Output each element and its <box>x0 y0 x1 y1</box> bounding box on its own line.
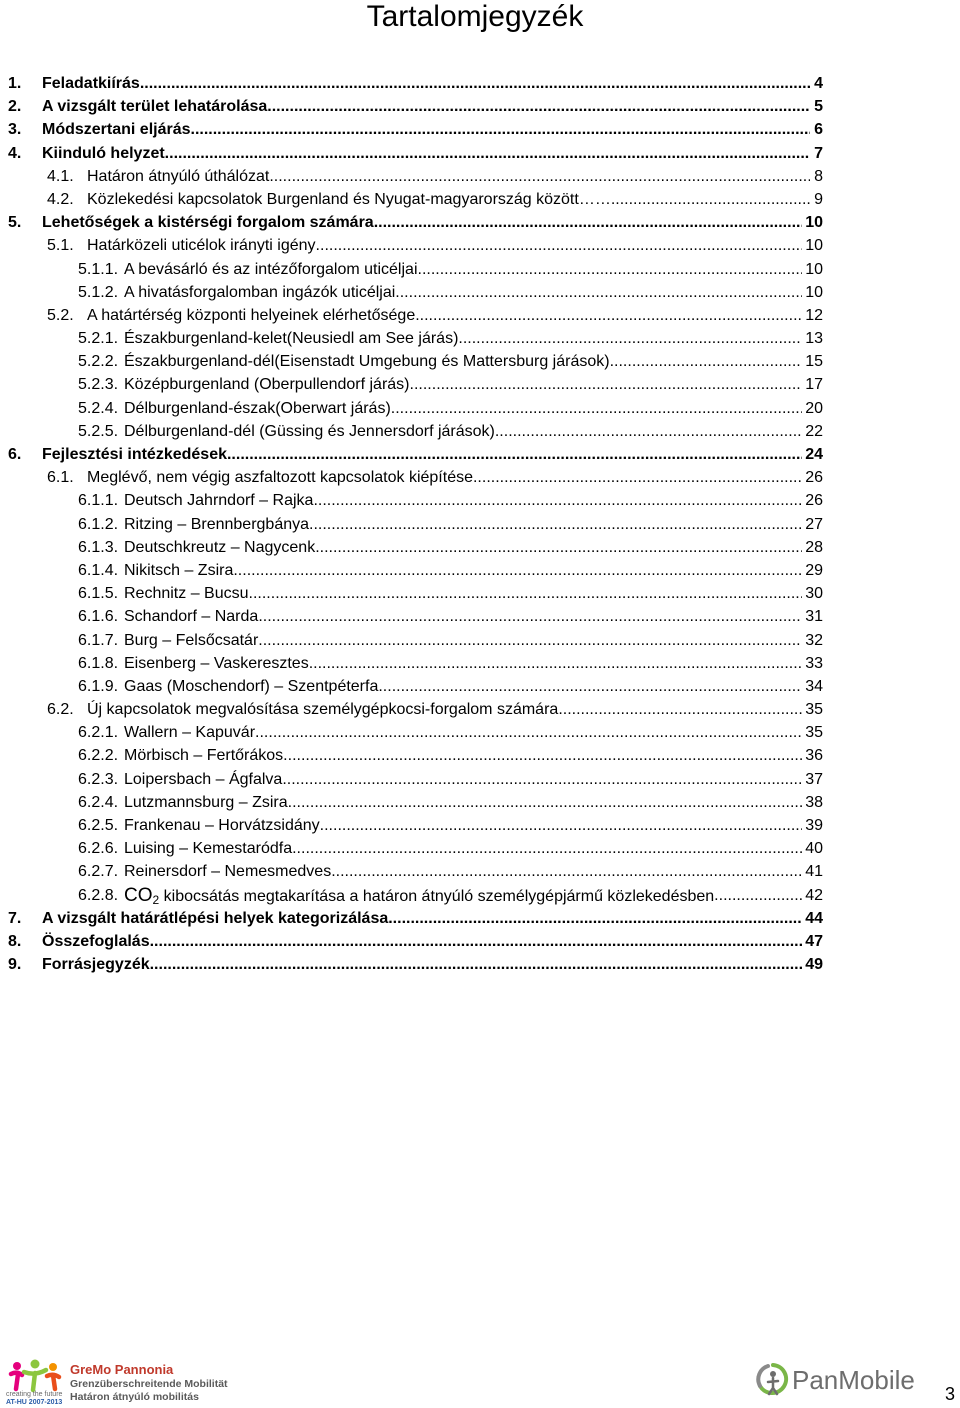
toc-entry-page-number: 30 <box>805 585 823 603</box>
toc-entry-number: 5.2.1. <box>78 330 119 348</box>
toc-entry[interactable] <box>8 582 823 605</box>
toc-entry-page-number: 9 <box>814 190 823 208</box>
toc-leader-dots <box>282 768 802 791</box>
toc-entry-page-number: 6 <box>814 121 823 139</box>
figure-body-orange <box>47 1375 59 1389</box>
toc-entry-number: 6.1.1. <box>78 492 119 510</box>
people-figures-icon <box>8 1359 64 1393</box>
toc-entry-number: 5.2.4. <box>78 399 119 417</box>
toc-entry-title: Mörbisch – Fertőrákos <box>124 747 284 765</box>
toc-entry-page-number: 8 <box>814 167 823 185</box>
toc-entry-title: A vizsgált határátlépési helyek kategorizálása <box>42 909 389 927</box>
toc-entry-title: Deutsch Jahrndorf – Rajka <box>124 492 314 510</box>
toc-entry[interactable] <box>8 466 823 489</box>
toc-entry-number: 4. <box>8 144 22 162</box>
toc-entry-number: 6.2.1. <box>78 724 119 742</box>
toc-entry[interactable] <box>8 443 823 466</box>
toc-entry-title: Nikitsch – Zsira <box>124 561 234 579</box>
toc-entry[interactable] <box>8 953 823 976</box>
toc-entry-number: 6.2.2. <box>78 747 119 765</box>
toc-entry-page-number: 29 <box>805 561 823 579</box>
figure-head-pink <box>13 1362 21 1370</box>
toc-leader-dots <box>258 629 802 652</box>
toc-entry-page-number: 26 <box>805 492 823 510</box>
toc-entry-page-number: 10 <box>805 237 823 255</box>
toc-entry[interactable] <box>8 629 823 652</box>
toc-entry-number: 6.2.4. <box>78 793 119 811</box>
toc-entry-number: 5.1.2. <box>78 283 119 301</box>
toc-entry-number: 6. <box>8 446 22 463</box>
toc-leader-dots <box>611 188 810 211</box>
gremo-logo-name: GreMo Pannonia <box>70 1362 174 1377</box>
toc-entry-title: Deutschkreutz – Nagycenk <box>124 538 316 556</box>
toc-entry[interactable] <box>8 304 823 327</box>
toc-entry-number: 5.2.3. <box>78 376 119 394</box>
toc-entry[interactable] <box>8 744 823 767</box>
toc-entry-title: Luising – Kemestaródfa <box>124 840 293 858</box>
toc-entry-number: 5.1. <box>47 237 74 255</box>
toc-entry[interactable] <box>8 350 823 373</box>
toc-leader-dots <box>374 211 803 234</box>
toc-entry[interactable] <box>8 860 823 883</box>
toc-entry[interactable] <box>8 675 823 698</box>
toc-leader-dots <box>233 559 802 582</box>
toc-entry-number: 5.2. <box>47 306 74 324</box>
toc-leader-dots <box>258 605 802 628</box>
toc-entry-page-number: 24 <box>805 446 823 463</box>
toc-leader-dots <box>458 327 802 350</box>
toc-leader-dots <box>395 281 802 304</box>
toc-entry[interactable] <box>8 605 823 628</box>
toc-entry-number: 6.2.6. <box>78 840 119 858</box>
toc-entry-title: A vizsgált terület lehatárolása <box>42 98 268 116</box>
toc-entry-title: A bevásárló és az intézőforgalom uticéljai <box>124 260 418 278</box>
toc-entry-number: 6.2.8. <box>78 886 119 904</box>
toc-leader-dots <box>415 304 802 327</box>
toc-leader-dots <box>165 142 810 165</box>
toc-entry-title: Lehetőségek a kistérségi forgalom számára <box>42 214 374 232</box>
toc-entry-title: Meglévő, nem végig aszfaltozott kapcsolatok kiépítése <box>87 469 473 487</box>
toc-entry-page-number: 26 <box>805 469 823 487</box>
toc-entry[interactable] <box>8 234 823 257</box>
figure-body-green <box>24 1370 46 1390</box>
toc-entry-title: Északburgenland-dél(Eisenstadt Umgebung és Mattersburg járások) <box>124 353 610 371</box>
toc-entry-title: Kiinduló helyzet <box>42 144 165 162</box>
toc-entry-number: 6.1.6. <box>78 608 119 626</box>
panmobile-logo-name: PanMobile <box>792 1365 915 1395</box>
toc-entry-title: Délburgenland-dél (Güssing és Jennersdorf járások) <box>124 422 495 440</box>
toc-entry[interactable] <box>8 791 823 814</box>
toc-entry-number: 8. <box>8 932 22 950</box>
page-number: 3 <box>944 1384 955 1404</box>
toc-entry[interactable] <box>8 165 823 188</box>
toc-entry[interactable] <box>8 489 823 512</box>
toc-entry-number: 6.1.9. <box>78 677 119 695</box>
toc-entry-number: 6.1. <box>47 469 74 487</box>
toc-entry-page-number: 49 <box>805 956 823 974</box>
toc-leader-dots <box>249 582 803 605</box>
toc-leader-dots <box>255 721 802 744</box>
toc-entry-number: 4.1. <box>47 167 74 185</box>
toc-entry-number: 6.1.8. <box>78 654 119 672</box>
table-of-contents <box>8 72 823 976</box>
toc-entry-page-number: 17 <box>805 376 823 394</box>
toc-leader-dots <box>313 489 802 512</box>
toc-entry-number: 6.1.3. <box>78 538 119 556</box>
toc-leader-dots <box>267 95 810 118</box>
toc-leader-dots <box>391 397 802 420</box>
logo-program: AT-HU 2007-2013 <box>6 1399 63 1406</box>
toc-entry-title: Forrásjegyzék <box>42 956 150 974</box>
toc-entry-number: 6.1.2. <box>78 515 119 533</box>
toc-entry[interactable] <box>8 930 823 953</box>
toc-entry[interactable] <box>8 142 823 165</box>
toc-leader-dots <box>418 258 803 281</box>
toc-leader-dots <box>331 860 802 883</box>
toc-entry[interactable] <box>8 814 823 837</box>
toc-entry[interactable] <box>8 513 823 536</box>
toc-entry[interactable] <box>8 536 823 559</box>
toc-entry-page-number: 27 <box>805 515 823 533</box>
toc-entry-page-number: 10 <box>805 214 823 232</box>
toc-leader-dots <box>610 350 803 373</box>
toc-entry-title <box>124 884 714 907</box>
toc-entry-title: Határközeli uticélok irányti igény <box>87 237 316 255</box>
toc-entry[interactable] <box>8 95 823 118</box>
toc-entry-page-number: 5 <box>814 98 823 116</box>
toc-entry[interactable] <box>8 397 823 420</box>
toc-entry-page-number: 38 <box>805 793 823 811</box>
toc-entry-page-number: 41 <box>805 863 823 881</box>
toc-entry-page-number: 4 <box>814 75 823 92</box>
toc-entry-number: 5. <box>8 214 22 232</box>
toc-entry-page-number: 28 <box>805 538 823 556</box>
toc-entry[interactable] <box>8 281 823 304</box>
toc-entry-title: Délburgenland-észak(Oberwart járás) <box>124 399 391 417</box>
toc-entry[interactable] <box>8 211 823 234</box>
toc-leader-dots <box>150 953 803 976</box>
toc-leader-dots <box>315 536 802 559</box>
toc-leader-dots <box>269 165 810 188</box>
toc-entry-page-number: 37 <box>805 770 823 788</box>
toc-entry-page-number: 35 <box>805 724 823 742</box>
toc-entry-number: 6.2.7. <box>78 863 119 881</box>
toc-entry-number: 9. <box>8 956 22 974</box>
toc-entry-title: Burg – Felsőcsatár <box>124 631 259 649</box>
toc-entry-title: Rechnitz – Bucsu <box>124 585 249 603</box>
toc-entry-title: Módszertani eljárás <box>42 121 191 139</box>
toc-entry-title: Lutzmannsburg – Zsira <box>124 793 288 811</box>
toc-entry[interactable] <box>8 721 823 744</box>
toc-entry-page-number: 10 <box>805 283 823 301</box>
toc-leader-dots <box>227 443 802 466</box>
toc-leader-dots <box>283 744 802 767</box>
toc-entry-page-number: 31 <box>805 608 823 626</box>
toc-entry-title: Reinersdorf – Nemesmedves <box>124 863 332 881</box>
toc-entry-title: A hivatásforgalomban ingázók uticéljai <box>124 283 396 301</box>
toc-leader-dots <box>288 791 803 814</box>
toc-entry[interactable] <box>8 907 823 930</box>
toc-entry-title: Wallern – Kapuvár <box>124 724 256 742</box>
swirl-figure-head <box>770 1371 776 1377</box>
toc-entry-page-number: 10 <box>805 260 823 278</box>
toc-entry[interactable] <box>8 768 823 791</box>
toc-entry-page-number: 20 <box>805 399 823 417</box>
toc-entry-page-number: 35 <box>805 701 823 719</box>
toc-entry[interactable] <box>8 258 823 281</box>
toc-entry-title: Loipersbach – Ágfalva <box>124 770 283 788</box>
toc-entry[interactable] <box>8 327 823 350</box>
toc-entry[interactable] <box>8 118 823 141</box>
toc-entry-title: Gaas (Moschendorf) – Szentpéterfa <box>124 677 379 695</box>
toc-leader-dots <box>309 652 803 675</box>
toc-leader-dots <box>410 373 803 396</box>
toc-entry[interactable] <box>8 373 823 396</box>
toc-entry-title: Határon átnyúló úthálózat <box>87 167 270 185</box>
toc-entry-number: 5.1.1. <box>78 260 119 278</box>
toc-entry[interactable] <box>8 652 823 675</box>
toc-entry[interactable] <box>8 72 823 95</box>
toc-leader-dots <box>320 814 803 837</box>
toc-entry-page-number: 12 <box>805 306 823 324</box>
toc-entry-page-number: 22 <box>805 422 823 440</box>
toc-entry-number: 6.2. <box>47 701 74 719</box>
toc-entry-title: Összefoglalás <box>42 932 150 950</box>
toc-entry-number: 4.2. <box>47 190 74 208</box>
toc-entry[interactable] <box>8 884 823 907</box>
toc-entry-title: Frankenau – Horvátzsidány <box>124 817 320 834</box>
toc-entry-number: 6.2.5. <box>78 817 119 834</box>
toc-entry-title: Új kapcsolatok megvalósítása személygépkocsi-forgalom számára <box>87 701 559 719</box>
toc-entry-title: Északburgenland-kelet(Neusiedl am See járás) <box>124 330 459 348</box>
panmobile-swirl-icon <box>756 1360 790 1400</box>
toc-entry-page-number: 34 <box>805 677 823 695</box>
toc-entry-page-number: 13 <box>805 330 823 348</box>
toc-entry-title-segment: kibocsátás megtakarítása a határon átnyúló személygépjármű közlekedésben <box>159 887 715 905</box>
toc-entry-number: 6.1.4. <box>78 561 119 579</box>
toc-entry-page-number: 42 <box>805 886 823 904</box>
toc-entry-page-number: 32 <box>805 631 823 649</box>
toc-entry[interactable] <box>8 188 823 211</box>
toc-entry-page-number: 44 <box>805 909 823 927</box>
gremo-logo-line-hu: Határon átnyúló mobilitás <box>70 1391 199 1403</box>
toc-leader-dots <box>473 466 802 489</box>
toc-entry-title-subscript: 2 <box>152 892 160 907</box>
toc-entry-title: Fejlesztési intézkedések <box>42 446 227 463</box>
toc-entry-title: A határtérség központi helyeinek elérhetősége <box>87 306 416 324</box>
toc-leader-dots <box>191 118 811 141</box>
toc-entry-page-number: 47 <box>805 932 823 950</box>
toc-leader-dots <box>150 930 803 953</box>
toc-entry-number: 7. <box>8 909 22 927</box>
figure-body-pink <box>11 1373 22 1389</box>
toc-entry-title-segment: CO <box>124 884 153 906</box>
figure-head-green <box>31 1360 40 1369</box>
toc-entry[interactable] <box>8 698 823 721</box>
toc-leader-dots <box>309 513 802 536</box>
toc-leader-dots <box>378 675 802 698</box>
toc-entry[interactable] <box>8 559 823 582</box>
toc-entry-title: Feladatkiírás <box>42 75 140 92</box>
toc-entry[interactable] <box>8 837 823 860</box>
toc-entry-number: 3. <box>8 121 22 139</box>
toc-leader-dots <box>388 907 802 930</box>
toc-entry-number: 2. <box>8 98 22 116</box>
toc-leader-dots <box>140 72 810 95</box>
toc-entry-number: 6.1.7. <box>78 631 119 649</box>
toc-leader-dots <box>316 234 803 257</box>
toc-entry-title: Schandorf – Narda <box>124 608 259 626</box>
toc-entry-title: Ritzing – Brennbergbánya <box>124 515 310 533</box>
page-title: Tartalomjegyzék <box>366 0 584 33</box>
toc-entry-number: 6.1.5. <box>78 585 119 603</box>
toc-entry-title: Eisenberg – Vaskeresztes <box>124 654 309 672</box>
toc-entry-number: 6.2.3. <box>78 770 119 788</box>
toc-leader-dots <box>495 420 802 443</box>
swirl-gray <box>758 1366 768 1386</box>
toc-leader-dots <box>292 837 802 860</box>
gremo-logo-line-de: Grenzüberschreitende Mobilität <box>70 1378 228 1390</box>
toc-entry-page-number: 40 <box>805 840 823 858</box>
figure-head-orange <box>49 1363 57 1371</box>
toc-entry-title: Közlekedési kapcsolatok Burgenland és Nyugat-magyarország között…… <box>87 190 611 208</box>
toc-entry-number: 5.2.5. <box>78 422 119 440</box>
toc-entry-page-number: 39 <box>805 817 823 834</box>
toc-entry-number: 1. <box>8 75 22 92</box>
toc-entry-page-number: 7 <box>814 144 823 162</box>
toc-leader-dots <box>558 698 802 721</box>
toc-entry-page-number: 15 <box>805 353 823 371</box>
toc-entry[interactable] <box>8 420 823 443</box>
toc-entry-number: 5.2.2. <box>78 353 119 371</box>
logo-tagline: creating the future <box>6 1391 63 1398</box>
toc-entry-page-number: 36 <box>805 747 823 765</box>
toc-entry-page-number: 33 <box>805 654 823 672</box>
toc-leader-dots <box>714 884 802 907</box>
toc-entry-title: Középburgenland (Oberpullendorf járás) <box>124 376 410 394</box>
